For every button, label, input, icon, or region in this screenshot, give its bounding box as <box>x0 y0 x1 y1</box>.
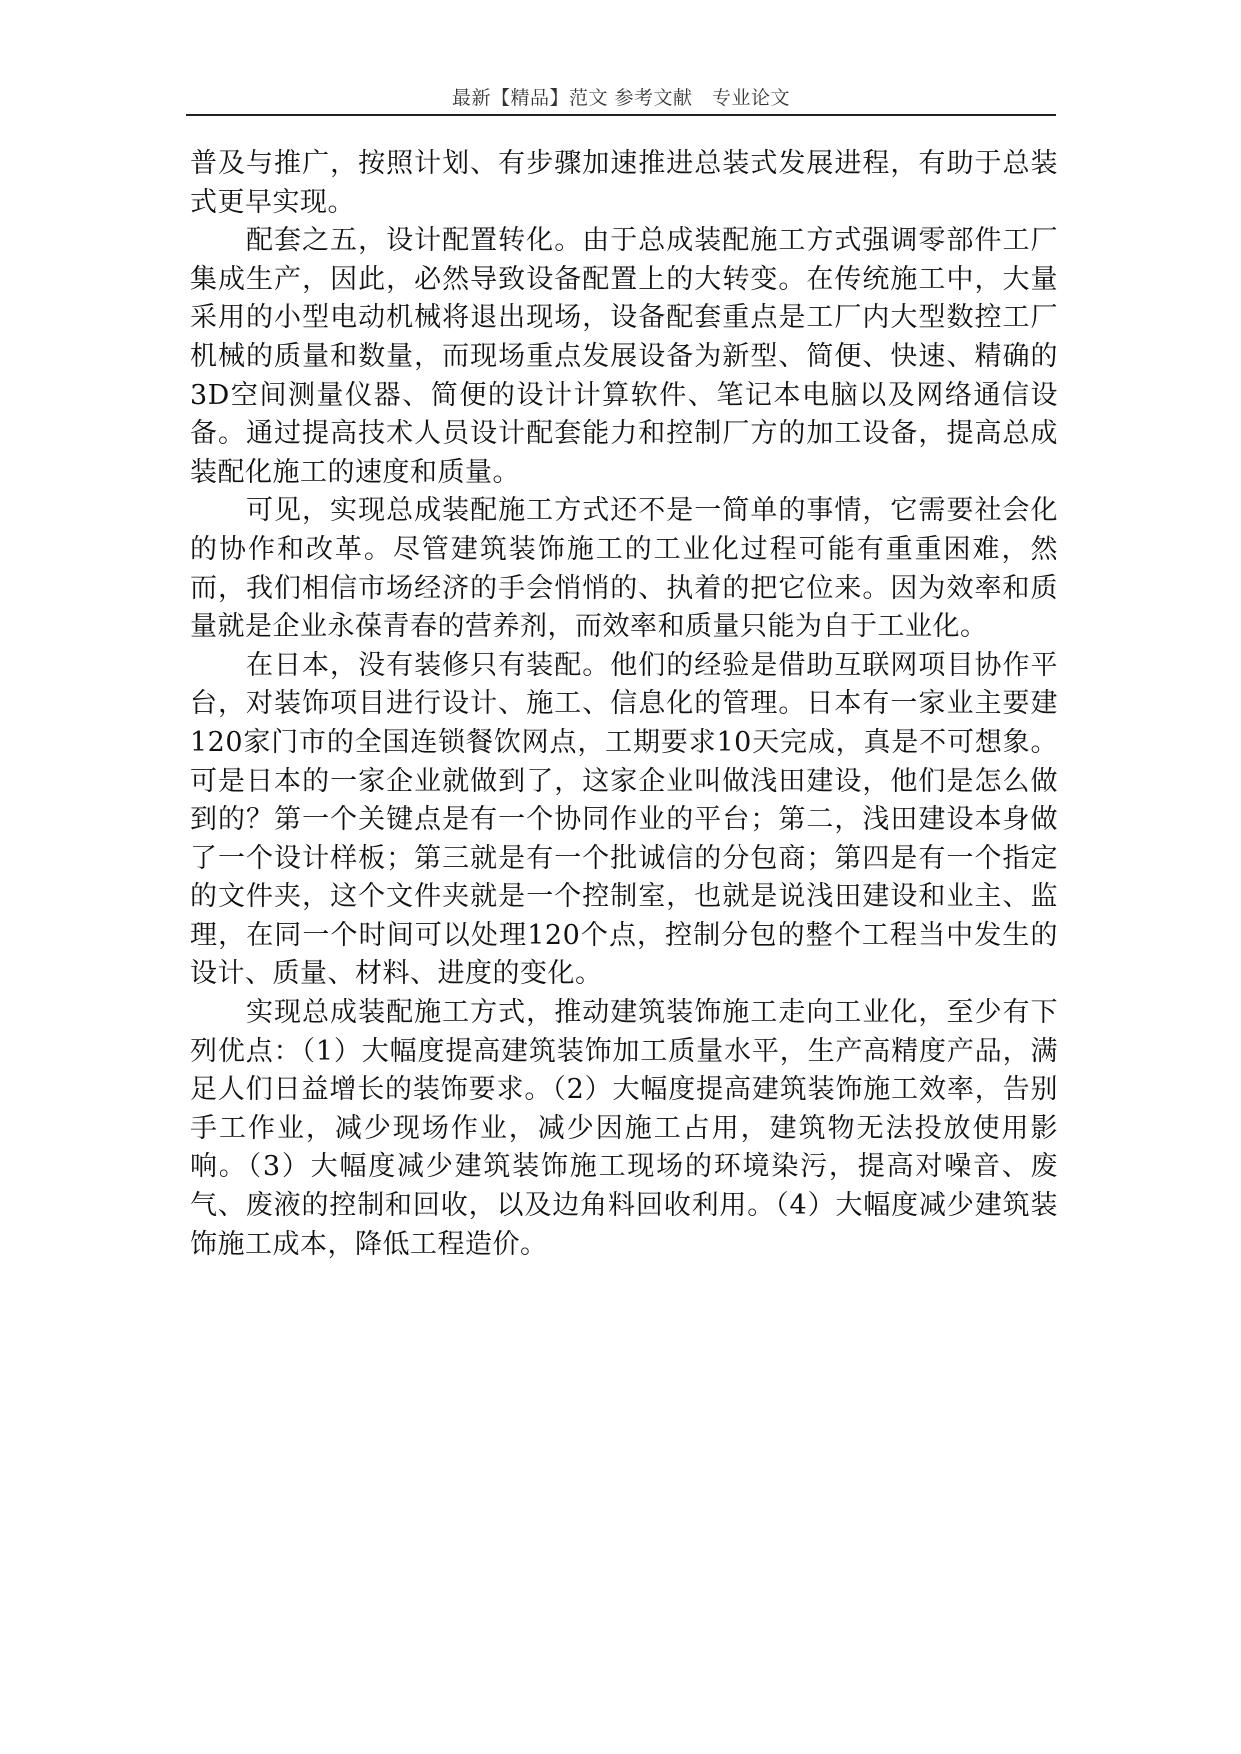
paragraph-3: 可见，实现总成装配施工方式还不是一简单的事情，它需要社会化的协作和改革。尽管建筑装饰施工的工业化过程可能有重重困难，然而，我们相信市场经济的手会悄悄的、执着的把它位来。因为效率和质量就是企业永葆青春的营养剂，而效率和质量只能为自于工业化。 <box>190 495 1058 643</box>
paragraph-4: 在日本，没有装修只有装配。他们的经验是借助互联网项目协作平台，对装饰项目进行设计、施工、信息化的管理。日本有一家业主要建120家门市的全国连锁餐饮网点，工期要求10天完成，真是不可想象。可是日本的一家企业就做到了，这家企业叫做浅田建设，他们是怎么做到的？第一个关键点是有一个协同作业的平台；第二，浅田建设本身做了一个设计样板；第三就是有一个批诚信的分包商；第四是有一个指定的文件夹，这个文件夹就是一个控制室，也就是说浅田建设和业主、监理，在同一个时间可以处理120个点，控制分包的整个工程当中发生的设计、质量、材料、进度的变化。 <box>190 649 1058 990</box>
page-header: 最新【精品】范文 参考文献 专业论文 <box>451 87 791 109</box>
document-body <box>190 145 1058 1264</box>
paragraph-5: 实现总成装配施工方式，推动建筑装饰施工走向工业化，至少有下列优点：（1）大幅度提高建筑装饰加工质量水平，生产高精度产品，满足人们日益增长的装饰要求。（2）大幅度提高建筑装饰施工效率，告别手工作业，减少现场作业，减少因施工占用，建筑物无法投放使用影响。（3）大幅度减少建筑装饰施工现场的环境染污，提高对噪音、废气、废液的控制和回收，以及边角料回收利用。（4）大幅度减少建筑装饰施工成本，降低工程造价。 <box>190 997 1058 1260</box>
paragraph-2: 配套之五，设计配置转化。由于总成装配施工方式强调零部件工厂集成生产，因此，必然导致设备配置上的大转变。在传统施工中，大量采用的小型电动机械将退出现场，设备配套重点是工厂内大型数控工厂机械的质量和数量，而现场重点发展设备为新型、简便、快速、精确的3D空间测量仪器、简便的设计计算软件、笔记本电脑以及网络通信设备。通过提高技术人员设计配套能力和控制厂方的加工设备，提高总成装配化施工的速度和质量。 <box>190 225 1058 488</box>
header-divider <box>186 114 1056 116</box>
paragraph-1: 普及与推广，按照计划、有步骤加速推进总装式发展进程，有助于总装式更早实现。 <box>190 148 1058 218</box>
